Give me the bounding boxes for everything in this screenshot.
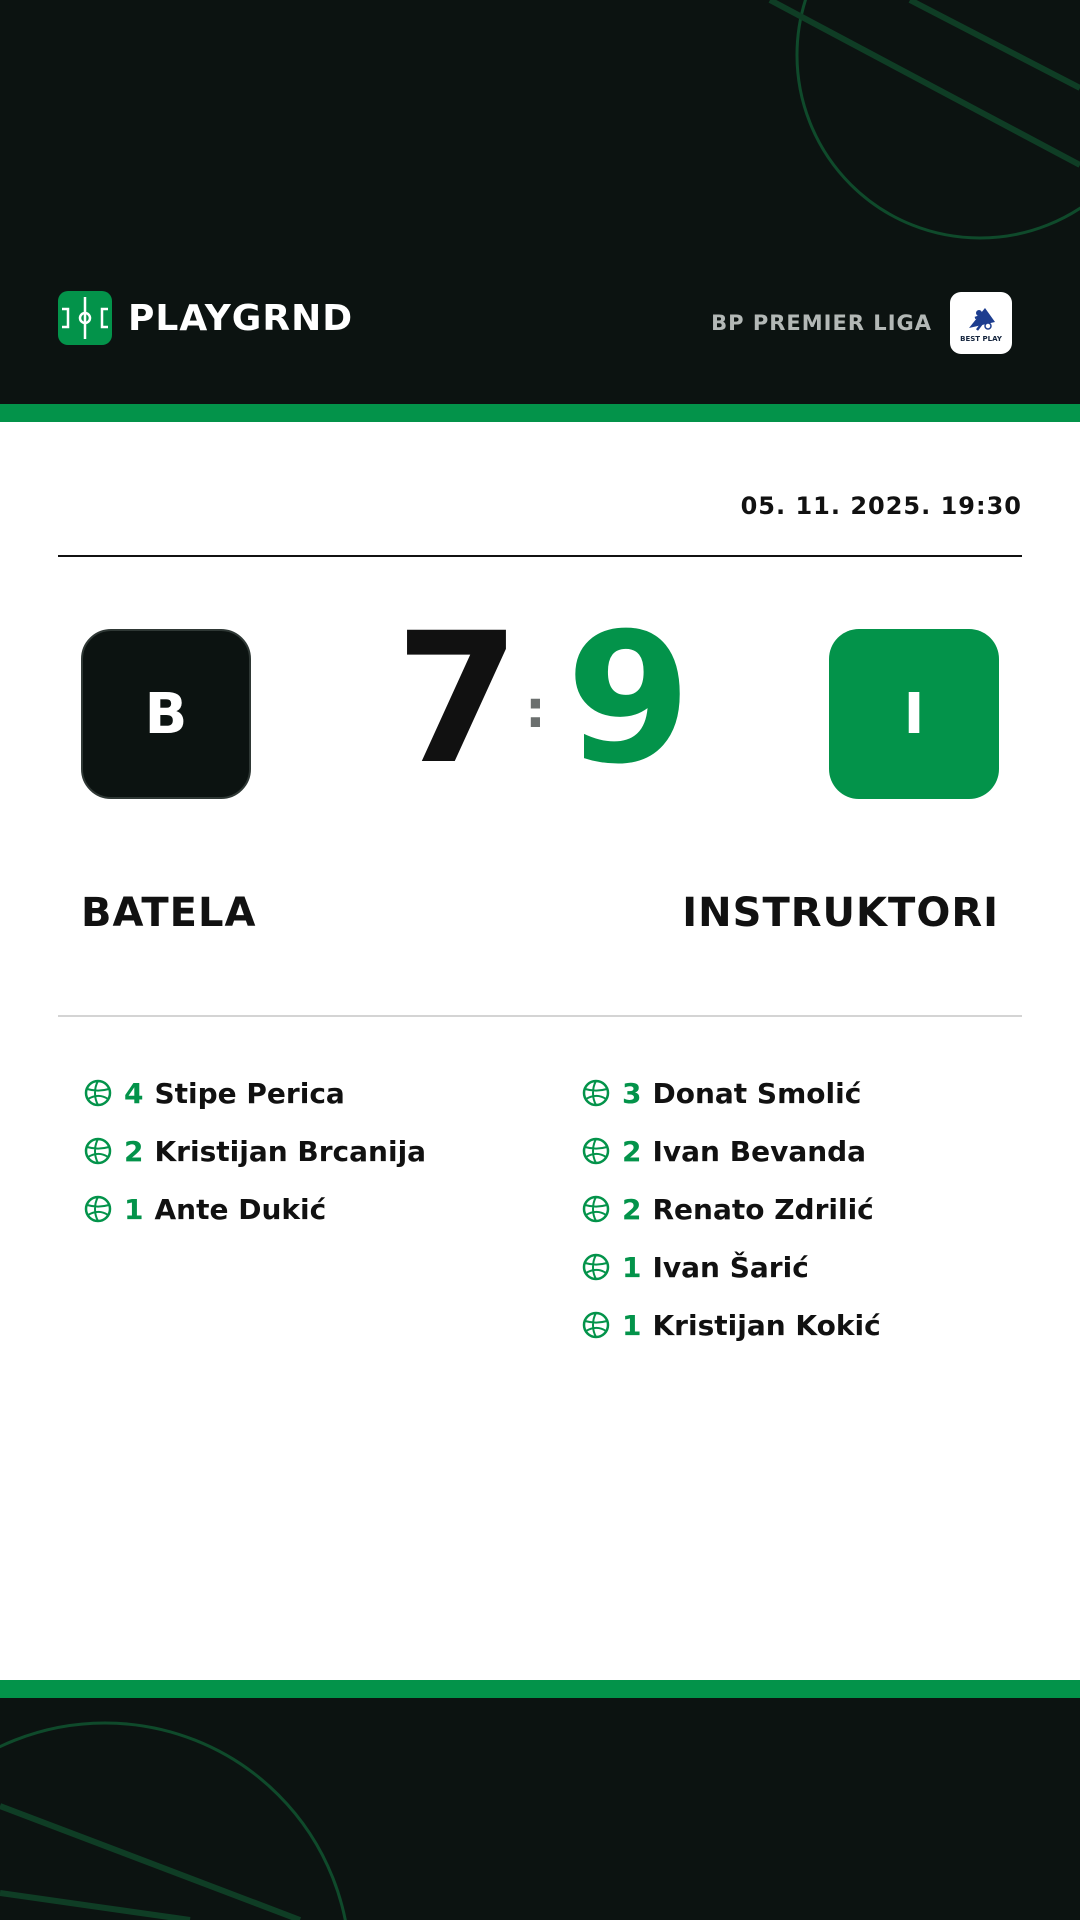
player-name: Donat Smolić (652, 1076, 862, 1110)
brand-name: PLAYGRND (128, 297, 354, 339)
player-name: Ante Dukić (154, 1192, 327, 1226)
player-name: Kristijan Kokić (652, 1308, 881, 1342)
home-team-name: BATELA (81, 890, 257, 936)
ball-icon (84, 1079, 112, 1107)
goal-count: 2 (622, 1192, 642, 1226)
scorer-row (582, 1296, 881, 1354)
brand[interactable] (58, 291, 353, 345)
player-silhouette-icon (963, 304, 999, 334)
pitch-icon (58, 291, 112, 345)
league-name: BP PREMIER LIGA (711, 311, 932, 335)
header (0, 0, 1080, 404)
accent-bar-bottom (0, 1680, 1080, 1698)
home-team-badge (81, 629, 251, 799)
ball-icon (84, 1137, 112, 1165)
goal-count: 2 (124, 1134, 144, 1168)
away-score: 9 (566, 595, 692, 804)
home-scorers-list (84, 1064, 426, 1238)
scorer-row (582, 1122, 881, 1180)
away-team-name: INSTRUKTORI (682, 890, 999, 936)
goal-count: 2 (622, 1134, 642, 1168)
scorer-row (84, 1122, 426, 1180)
best-play-logo (950, 292, 1012, 354)
league (711, 292, 1012, 354)
accent-bar-top (0, 404, 1080, 422)
league-logo-text: BEST PLAY (960, 334, 1002, 343)
pitch-lines-decoration (0, 1698, 1080, 1920)
ball-icon (582, 1137, 610, 1165)
scorer-row (84, 1180, 426, 1238)
home-team-initial: B (144, 681, 188, 747)
scorer-row (582, 1238, 881, 1296)
goal-count: 4 (124, 1076, 144, 1110)
match-datetime: 05. 11. 2025. 19:30 (740, 492, 1022, 520)
divider (58, 1015, 1022, 1017)
divider (58, 555, 1022, 557)
goal-count: 1 (622, 1250, 642, 1284)
goal-count: 1 (622, 1308, 642, 1342)
player-name: Stipe Perica (154, 1076, 345, 1110)
goal-count: 1 (124, 1192, 144, 1226)
ball-icon (582, 1079, 610, 1107)
scorer-row (582, 1064, 881, 1122)
ball-icon (84, 1195, 112, 1223)
away-team-badge (829, 629, 999, 799)
score-separator: : (525, 680, 546, 740)
ball-icon (582, 1195, 610, 1223)
footer (0, 1698, 1080, 1920)
player-name: Kristijan Brcanija (154, 1134, 427, 1168)
scorer-row (582, 1180, 881, 1238)
home-score: 7 (395, 595, 521, 804)
player-name: Ivan Šarić (652, 1250, 809, 1284)
away-scorers-list (582, 1064, 881, 1354)
ball-icon (582, 1253, 610, 1281)
player-name: Renato Zdrilić (652, 1192, 874, 1226)
goal-count: 3 (622, 1076, 642, 1110)
scorer-row (84, 1064, 426, 1122)
player-name: Ivan Bevanda (652, 1134, 867, 1168)
away-team-initial: I (903, 681, 925, 747)
ball-icon (582, 1311, 610, 1339)
